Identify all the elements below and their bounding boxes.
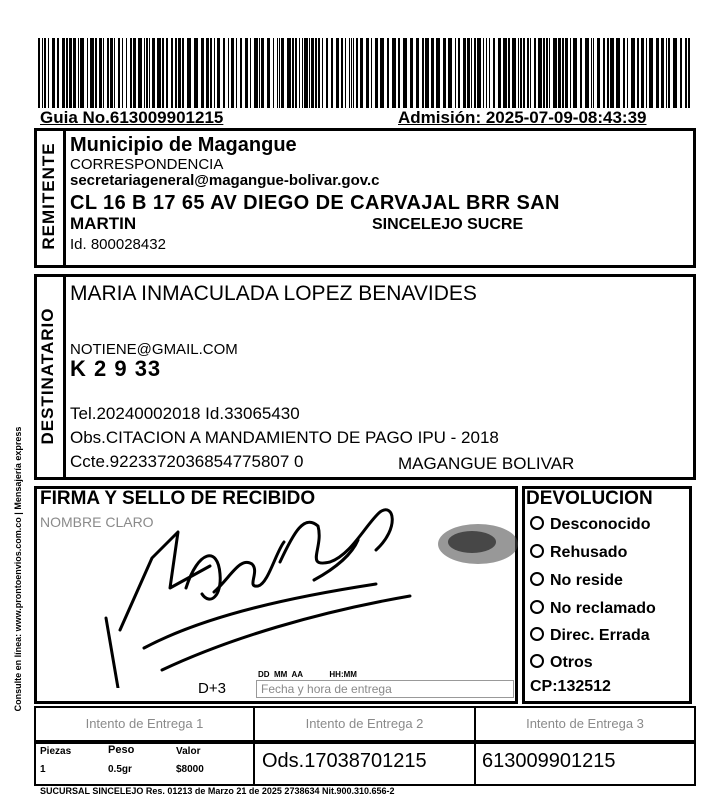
- barcode-bar: [573, 38, 577, 108]
- stamp-smudge: [420, 510, 520, 580]
- barcode-bar: [623, 38, 625, 108]
- barcode-bar: [122, 38, 123, 108]
- barcode-bar: [149, 38, 150, 108]
- barcode-bar: [410, 38, 413, 108]
- barcode-bar: [422, 38, 424, 108]
- barcode-bar: [162, 38, 164, 108]
- barcode-bar: [87, 38, 88, 108]
- value-amount: $8000: [176, 764, 204, 775]
- barcode-bar: [240, 38, 242, 108]
- barcode-bar: [62, 38, 65, 108]
- barcode-bar: [281, 38, 284, 108]
- barcode-bar: [668, 38, 670, 108]
- return-option-not-reside[interactable]: No reside: [530, 572, 623, 590]
- barcode-bar: [73, 38, 76, 108]
- barcode-bar: [279, 38, 280, 108]
- barcode-bar: [245, 38, 248, 108]
- barcode-bar: [52, 38, 55, 108]
- barcode-bar: [228, 38, 229, 108]
- date-fields: DD MM AA HH:MM: [258, 670, 357, 679]
- barcode-bar: [118, 38, 120, 108]
- barcode-bar: [273, 38, 274, 108]
- barcode-bar: [187, 38, 191, 108]
- sender-id: Id. 800028432: [70, 236, 166, 253]
- barcode-bar: [366, 38, 369, 108]
- barcode-bar: [685, 38, 687, 108]
- receipt-title: FIRMA Y SELLO DE RECIBIDO: [40, 488, 316, 509]
- barcode-bar: [182, 38, 184, 108]
- barcode-bar: [493, 38, 495, 108]
- barcode-bar: [42, 38, 43, 108]
- return-option-unclaimed[interactable]: No reclamado: [530, 600, 656, 618]
- barcode-bar: [503, 38, 507, 108]
- sender-address-line2: MARTIN: [70, 214, 137, 233]
- barcode-bar: [443, 38, 446, 108]
- pieces-value: 1: [40, 764, 46, 775]
- signature: [90, 488, 430, 688]
- barcode-bar: [431, 38, 434, 108]
- barcode-bar: [637, 38, 639, 108]
- attempt-3: Intento de Entrega 3: [526, 716, 644, 731]
- barcode-bar: [688, 38, 690, 108]
- barcode-bar: [80, 38, 84, 108]
- barcode-bar: [353, 38, 354, 108]
- barcode-bar: [57, 38, 59, 108]
- barcode-bar: [471, 38, 472, 108]
- barcode-bar: [318, 38, 320, 108]
- barcode-bar: [570, 38, 571, 108]
- barcode-bar: [549, 38, 550, 108]
- return-title: DEVOLUCION: [526, 488, 653, 509]
- barcode-bar: [175, 38, 177, 108]
- barcode-bar: [458, 38, 460, 108]
- barcode-bar: [259, 38, 260, 108]
- barcode-bar: [99, 38, 102, 108]
- recipient-address: K 2 9 33: [70, 356, 162, 381]
- barcode-bar: [356, 38, 358, 108]
- recipient-name: MARIA INMACULADA LOPEZ BENAVIDES: [70, 282, 477, 305]
- barcode-bar: [95, 38, 97, 108]
- barcode-bar: [349, 38, 350, 108]
- sender-name: Municipio de Magangue: [70, 134, 297, 156]
- barcode-bar: [646, 38, 647, 108]
- barcode-bar: [580, 38, 582, 108]
- barcode-bar: [326, 38, 328, 108]
- barcode-bar: [157, 38, 161, 108]
- barcode-bar: [523, 38, 525, 108]
- barcode-bar: [627, 38, 628, 108]
- pieces-label: Piezas: [40, 746, 72, 757]
- barcode-bar: [341, 38, 343, 108]
- barcode-bar: [311, 38, 314, 108]
- barcode-bar: [138, 38, 142, 108]
- barcode-bar: [48, 38, 49, 108]
- recipient-phone-id: Tel.20240002018 Id.33065430: [70, 404, 300, 423]
- barcode-bar: [309, 38, 310, 108]
- barcode-bar: [591, 38, 592, 108]
- barcode-bar: [287, 38, 291, 108]
- sender-city: SINCELEJO SUCRE: [372, 216, 524, 233]
- barcode-bar: [538, 38, 542, 108]
- sender-label: REMITENTE: [39, 142, 58, 250]
- barcode-bar: [474, 38, 476, 108]
- barcode-bar: [107, 38, 109, 108]
- barcode-bar: [351, 38, 352, 108]
- receiver-name-hint: NOMBRE CLARO: [40, 514, 154, 530]
- barcode-bar: [483, 38, 484, 108]
- barcode-bar: [380, 38, 384, 108]
- barcode-bar: [398, 38, 400, 108]
- barcode-bar: [416, 38, 419, 108]
- barcode-bar: [673, 38, 677, 108]
- barcode-bar: [593, 38, 594, 108]
- barcode-bar: [553, 38, 557, 108]
- barcode-bar: [201, 38, 204, 108]
- barcode-bar: [425, 38, 429, 108]
- barcode-bar: [110, 38, 113, 108]
- date-hint: Fecha y hora de entrega: [256, 680, 514, 698]
- barcode-bar: [603, 38, 605, 108]
- barcode-bar: [467, 38, 470, 108]
- barcode-bar: [114, 38, 115, 108]
- barcode-bar: [534, 38, 536, 108]
- barcode-bar: [267, 38, 270, 108]
- barcode-bar: [512, 38, 516, 108]
- barcode-bar: [656, 38, 659, 108]
- barcode-bar: [585, 38, 589, 108]
- barcode-bar: [144, 38, 145, 108]
- barcode-bar: [304, 38, 308, 108]
- barcode-bar: [520, 38, 522, 108]
- return-option-other[interactable]: Otros: [530, 654, 593, 672]
- guide-number-bottom: 613009901215: [482, 750, 616, 772]
- recipient-label: DESTINATARIO: [38, 307, 57, 445]
- attempt-2: Intento de Entrega 2: [305, 716, 424, 731]
- barcode-bar: [214, 38, 215, 108]
- barcode-bar: [206, 38, 209, 108]
- sender-address: CL 16 B 17 65 AV DIEGO DE CARVAJAL BRR SAN: [70, 192, 560, 214]
- barcode-bar: [375, 38, 378, 108]
- barcode-bar: [562, 38, 564, 108]
- barcode-bar: [236, 38, 237, 108]
- barcode-bar: [436, 38, 440, 108]
- barcode-bar: [146, 38, 148, 108]
- recipient-observations: Obs.CITACION A MANDAMIENTO DE PAGO IPU - 2018: [70, 428, 499, 447]
- barcode-bar: [78, 38, 79, 108]
- barcode-bar: [610, 38, 614, 108]
- barcode-bar: [331, 38, 333, 108]
- barcode-bar: [477, 38, 481, 108]
- barcode-bar: [486, 38, 487, 108]
- barcode-bar: [250, 38, 251, 108]
- barcode-bar: [616, 38, 620, 108]
- barcode-bar: [336, 38, 339, 108]
- weight-label: Peso: [108, 744, 135, 756]
- barcode-bar: [641, 38, 644, 108]
- sender-department: CORRESPONDENCIA: [70, 156, 224, 173]
- barcode-bar: [223, 38, 225, 108]
- barcode-bar: [38, 38, 40, 108]
- barcode-bar: [254, 38, 258, 108]
- barcode-bar: [489, 38, 490, 108]
- barcode-bar: [403, 38, 407, 108]
- barcode-bar: [508, 38, 510, 108]
- barcode-bar: [292, 38, 294, 108]
- recipient-city: MAGANGUE BOLIVAR: [398, 454, 575, 473]
- barcode-bar: [66, 38, 68, 108]
- barcode-bar: [261, 38, 264, 108]
- value-label: Valor: [176, 746, 201, 757]
- delivery-days: D+3: [198, 680, 226, 697]
- barcode-bar: [661, 38, 664, 108]
- barcode: [38, 38, 690, 114]
- return-option-refused[interactable]: Rehusado: [530, 544, 627, 562]
- barcode-bar: [126, 38, 127, 108]
- recipient-email: NOTIENE@GMAIL.COM: [70, 341, 238, 358]
- barcode-bar: [631, 38, 635, 108]
- return-postal-code: CP:132512: [530, 678, 611, 695]
- barcode-bar: [565, 38, 568, 108]
- barcode-bar: [44, 38, 46, 108]
- barcode-bar: [299, 38, 300, 108]
- barcode-bar: [277, 38, 278, 108]
- barcode-bar: [666, 38, 667, 108]
- barcode-bar: [69, 38, 72, 108]
- barcode-bar: [103, 38, 104, 108]
- barcode-bar: [178, 38, 181, 108]
- barcode-bar: [166, 38, 168, 108]
- barcode-bar: [518, 38, 519, 108]
- barcode-bar: [527, 38, 529, 108]
- barcode-bar: [543, 38, 545, 108]
- recipient-account: Ccte.9223372036854775807 0: [70, 452, 304, 471]
- guide-number: Guia No.613009901215: [40, 108, 224, 127]
- barcode-bar: [315, 38, 317, 108]
- barcode-bar: [392, 38, 396, 108]
- barcode-bar: [498, 38, 501, 108]
- barcode-bar: [133, 38, 136, 108]
- admission-date: Admisión: 2025-07-09-08:43:39: [398, 108, 647, 127]
- barcode-bar: [194, 38, 198, 108]
- barcode-bar: [463, 38, 466, 108]
- barcode-bar: [90, 38, 94, 108]
- weight-value: 0.5gr: [108, 764, 132, 775]
- barcode-bar: [322, 38, 323, 108]
- barcode-bar: [448, 38, 452, 108]
- barcode-bar: [302, 38, 303, 108]
- barcode-bar: [680, 38, 682, 108]
- barcode-bar: [210, 38, 212, 108]
- barcode-bar: [130, 38, 132, 108]
- barcode-bar: [530, 38, 531, 108]
- sender-email: secretariageneral@magangue-bolivar.gov.c: [70, 172, 380, 189]
- barcode-bar: [546, 38, 548, 108]
- barcode-bar: [217, 38, 220, 108]
- ods-number: Ods.17038701215: [262, 750, 427, 772]
- barcode-bar: [455, 38, 456, 108]
- barcode-bar: [597, 38, 600, 108]
- barcode-bar: [649, 38, 653, 108]
- barcode-bar: [152, 38, 155, 108]
- barcode-bar: [360, 38, 363, 108]
- barcode-bar: [295, 38, 297, 108]
- return-option-unknown[interactable]: Desconocido: [530, 516, 650, 534]
- barcode-bar: [387, 38, 389, 108]
- barcode-bar: [231, 38, 234, 108]
- barcode-bar: [171, 38, 173, 108]
- footer-text: SUCURSAL SINCELEJO Res. 01213 de Marzo 21 de 2025 2738634 Nit.900.310.656-2: [40, 786, 395, 796]
- barcode-bar: [345, 38, 346, 108]
- return-option-wrong-address[interactable]: Direc. Errada: [530, 627, 650, 645]
- side-text: Consulte en línea: www.prontoenvios.com.co | Mensajería express: [13, 426, 23, 712]
- barcode-bar: [371, 38, 372, 108]
- barcode-bar: [607, 38, 609, 108]
- barcode-bar: [558, 38, 561, 108]
- attempt-1: Intento de Entrega 1: [85, 716, 204, 731]
